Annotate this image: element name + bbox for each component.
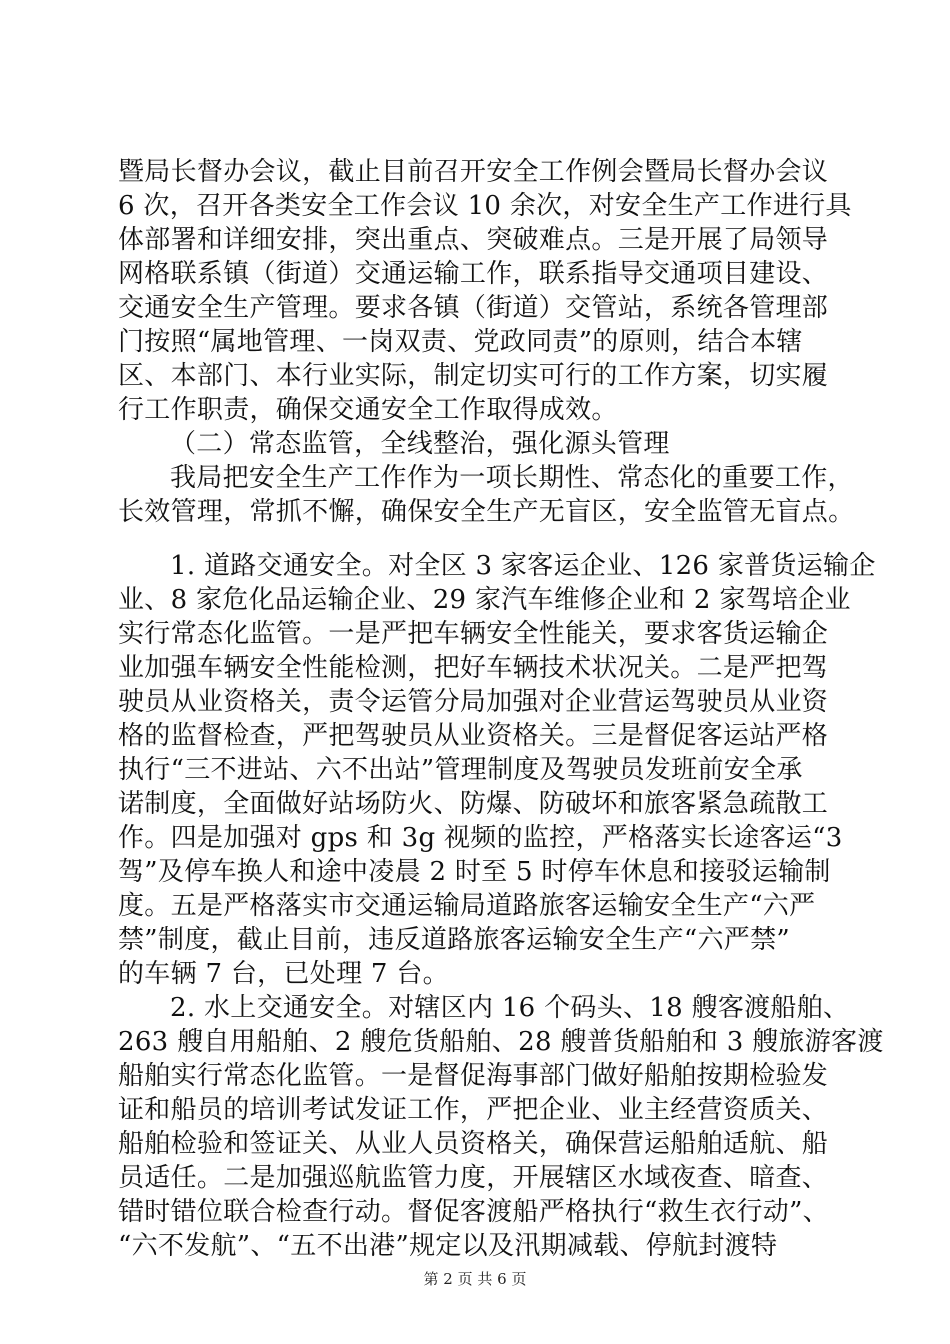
text-line: 区、本部门、本行业实际，制定切实可行的工作方案，切实履: [118, 361, 829, 391]
text-line: 行工作职责，确保交通安全工作取得成效。: [118, 395, 618, 425]
text-line: 诺制度，全面做好站场防火、防爆、防破坏和旅客紧急疏散工: [118, 789, 829, 819]
text-line: 暨局长督办会议，截止目前召开安全工作例会暨局长督办会议: [118, 157, 829, 187]
text-line: 2. 水上交通安全。对辖区内 16 个码头、18 艘客渡船舶、: [170, 993, 850, 1023]
text-line: 263 艘自用船舶、2 艘危货船舶、28 艘普货船舶和 3 艘旅游客渡: [118, 1027, 884, 1057]
text-line: 驾”及停车换人和途中凌晨 2 时至 5 时停车休息和接驳运输制: [118, 857, 831, 887]
text-line: 1. 道路交通安全。对全区 3 家客运企业、126 家普货运输企: [170, 551, 876, 581]
text-line: 船舶检验和签证关、从业人员资格关，确保营运船舶适航、船: [118, 1129, 829, 1159]
text-line: 门按照“属地管理、一岗双责、党政同责”的原则，结合本辖: [118, 327, 803, 357]
text-line: （二）常态监管，全线整治，强化源头管理: [170, 429, 670, 459]
text-line: 执行“三不进站、六不出站”管理制度及驾驶员发班前安全承: [118, 755, 803, 785]
text-line: “六不发航”、“五不出港”规定以及汛期减载、停航封渡特: [118, 1231, 778, 1261]
text-line: 业加强车辆安全性能检测，把好车辆技术状况关。二是严把驾: [118, 653, 829, 683]
text-line: 度。五是严格落实市交通运输局道路旅客运输安全生产“六严: [118, 891, 816, 921]
text-line: 长效管理，常抓不懈，确保安全生产无盲区，安全监管无盲点。: [118, 497, 855, 527]
text-line: 体部署和详细安排，突出重点、突破难点。三是开展了局领导: [118, 225, 829, 255]
text-line: 交通安全生产管理。要求各镇（街道）交管站，系统各管理部: [118, 293, 829, 323]
text-line: 格的监督检查，严把驾驶员从业资格关。三是督促客运站严格: [118, 721, 829, 751]
text-line: 作。四是加强对 gps 和 3g 视频的监控，严格落实长途客运“3: [118, 823, 843, 853]
text-line: 的车辆 7 台，已处理 7 台。: [118, 959, 449, 989]
text-line: 员适任。二是加强巡航监管力度，开展辖区水域夜查、暗查、: [118, 1163, 829, 1193]
text-line: 禁”制度，截止目前，违反道路旅客运输安全生产“六严禁”: [118, 925, 790, 955]
text-line: 实行常态化监管。一是严把车辆安全性能关，要求客货运输企: [118, 619, 829, 649]
text-line: 网格联系镇（街道）交通运输工作，联系指导交通项目建设、: [118, 259, 829, 289]
text-line: 我局把安全生产工作作为一项长期性、常态化的重要工作，: [170, 463, 854, 493]
text-line: 6 次，召开各类安全工作会议 10 余次，对安全生产工作进行具: [118, 191, 852, 221]
text-line: 证和船员的培训考试发证工作，严把企业、业主经营资质关、: [118, 1095, 829, 1125]
text-line: 驶员从业资格关，责令运管分局加强对企业营运驾驶员从业资: [118, 687, 829, 717]
text-line: 业、8 家危化品运输企业、29 家汽车维修企业和 2 家驾培企业: [118, 585, 851, 615]
page-number-footer: 第 2 页 共 6 页: [423, 1270, 527, 1288]
text-line: 船舶实行常态化监管。一是督促海事部门做好船舶按期检验发: [118, 1061, 829, 1091]
text-line: 错时错位联合检查行动。督促客渡船严格执行“救生衣行动”、: [118, 1197, 829, 1227]
